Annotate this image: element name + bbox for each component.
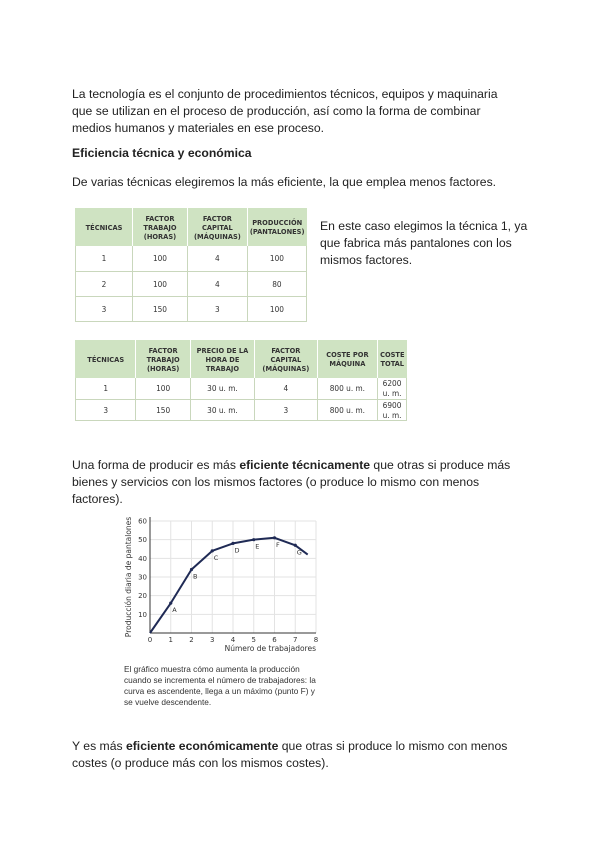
x-tick-label: 1 bbox=[168, 636, 173, 644]
data-point bbox=[294, 544, 297, 547]
economic-bold: eficiente económicamente bbox=[125, 739, 279, 753]
table2-header: PRECIO DE LA HORA DE TRABAJO bbox=[190, 340, 254, 378]
x-tick-label: 8 bbox=[313, 636, 319, 644]
intro-text: La tecnología es el conjunto de procedimientos técnicos, equipos y maquinaria que se utilizan en el proceso de producción, así como la forma de combinar medios humanos y materiales en ese proceso. bbox=[72, 87, 498, 135]
x-tick-label: 4 bbox=[230, 636, 236, 644]
table-cell: 100 bbox=[247, 296, 306, 321]
technical-efficiency-paragraph bbox=[72, 457, 527, 508]
table2-header: COSTE POR MÁQUINA bbox=[317, 340, 377, 378]
table-cell: 3 bbox=[187, 296, 247, 321]
y-tick-label: 30 bbox=[138, 573, 147, 582]
table-cell: 6200 u. m. bbox=[378, 378, 407, 399]
table-row bbox=[76, 246, 307, 271]
techniques-table bbox=[75, 208, 307, 322]
x-axis-label: Número de trabajadores bbox=[224, 644, 316, 653]
table-cell: 30 u. m. bbox=[190, 378, 254, 399]
table-cell: 1 bbox=[76, 246, 133, 271]
table2-header: COSTE TOTAL bbox=[378, 340, 407, 378]
y-tick-label: 10 bbox=[138, 610, 147, 619]
technical-post: que otras si produce más bienes y servicios con los mismos factores (o produce lo mismo con menos factores). bbox=[72, 458, 511, 506]
y-tick-label: 40 bbox=[138, 554, 147, 563]
chart-caption: El gráfico muestra cómo aumenta la producción cuando se incrementa el número de trabajadores: la curva es ascendente, llega a un máximo (punto F) y se vuelve descendente. bbox=[124, 664, 316, 707]
table2-header: TÉCNICAS bbox=[76, 340, 136, 378]
table-row bbox=[76, 296, 307, 321]
point-label: F bbox=[276, 540, 280, 549]
technical-pre: Una forma de producir es más bbox=[72, 458, 240, 472]
point-label: B bbox=[193, 572, 198, 581]
table-cell: 4 bbox=[187, 246, 247, 271]
economic-post: que otras si produce lo mismo con menos costes (o produce más con los mismos costes). bbox=[72, 739, 508, 770]
economic-efficiency-paragraph bbox=[72, 738, 532, 772]
table-cell: 800 u. m. bbox=[317, 378, 377, 399]
table-cell: 100 bbox=[136, 378, 190, 399]
table-cell: 100 bbox=[133, 246, 188, 271]
y-tick-label: 20 bbox=[138, 592, 147, 601]
y-tick-label: 50 bbox=[138, 536, 147, 545]
table-row bbox=[76, 378, 407, 399]
table-cell: 800 u. m. bbox=[317, 399, 377, 420]
data-point bbox=[273, 536, 276, 539]
table-cell: 100 bbox=[133, 271, 188, 296]
table1-header: TÉCNICAS bbox=[76, 208, 133, 246]
x-tick-label: 0 bbox=[147, 636, 153, 644]
table-row bbox=[76, 271, 307, 296]
intro-paragraph bbox=[72, 86, 512, 137]
x-tick-label: 5 bbox=[251, 636, 256, 644]
table2-header: FACTOR TRABAJO (HORAS) bbox=[136, 340, 190, 378]
point-label: A bbox=[172, 606, 177, 615]
data-point bbox=[252, 538, 255, 541]
table-cell: 30 u. m. bbox=[190, 399, 254, 420]
table-cell: 100 bbox=[247, 246, 306, 271]
table-row bbox=[76, 399, 407, 420]
point-label: E bbox=[255, 542, 260, 551]
data-point bbox=[169, 602, 172, 605]
table1-header: FACTOR CAPITAL (MÁQUINAS) bbox=[187, 208, 247, 246]
x-tick-label: 6 bbox=[272, 636, 277, 644]
economic-pre: Y es más bbox=[72, 739, 126, 753]
technical-bold: eficiente técnicamente bbox=[239, 458, 371, 472]
table-cell: 6900 u. m. bbox=[378, 399, 407, 420]
data-point bbox=[231, 542, 234, 545]
table-cell: 4 bbox=[255, 378, 318, 399]
production-chart bbox=[118, 512, 328, 662]
production-line bbox=[150, 538, 308, 633]
x-tick-label: 2 bbox=[189, 636, 194, 644]
y-axis-label: Producción diaria de pantalones bbox=[124, 516, 133, 638]
table-cell: 3 bbox=[76, 399, 136, 420]
data-point bbox=[211, 549, 214, 552]
y-tick-label: 60 bbox=[138, 517, 147, 526]
table-cell: 80 bbox=[247, 271, 306, 296]
table-cell: 4 bbox=[187, 271, 247, 296]
table-cell: 3 bbox=[255, 399, 318, 420]
x-tick-label: 3 bbox=[210, 636, 215, 644]
point-label: C bbox=[213, 553, 219, 562]
costs-table bbox=[75, 340, 407, 421]
choose-paragraph: De varias técnicas elegiremos la más eficiente, la que emplea menos factores. bbox=[72, 175, 497, 189]
side-note: En este caso elegimos la técnica 1, ya que fabrica más pantalones con los mismos factores. bbox=[320, 219, 528, 267]
table-cell: 1 bbox=[76, 378, 136, 399]
table2-header: FACTOR CAPITAL (MÁQUINAS) bbox=[255, 340, 318, 378]
data-point bbox=[190, 568, 193, 571]
point-label: D bbox=[234, 546, 240, 555]
section-heading: Eficiencia técnica y económica bbox=[72, 146, 252, 160]
table-cell: 150 bbox=[136, 399, 190, 420]
table-cell: 3 bbox=[76, 296, 133, 321]
table-cell: 150 bbox=[133, 296, 188, 321]
x-tick-label: 7 bbox=[293, 636, 298, 644]
table1-header: PRODUCCIÓN (PANTALONES) bbox=[247, 208, 306, 246]
table1-header: FACTOR TRABAJO (HORAS) bbox=[133, 208, 188, 246]
table-cell: 2 bbox=[76, 271, 133, 296]
point-label: G bbox=[296, 548, 302, 557]
